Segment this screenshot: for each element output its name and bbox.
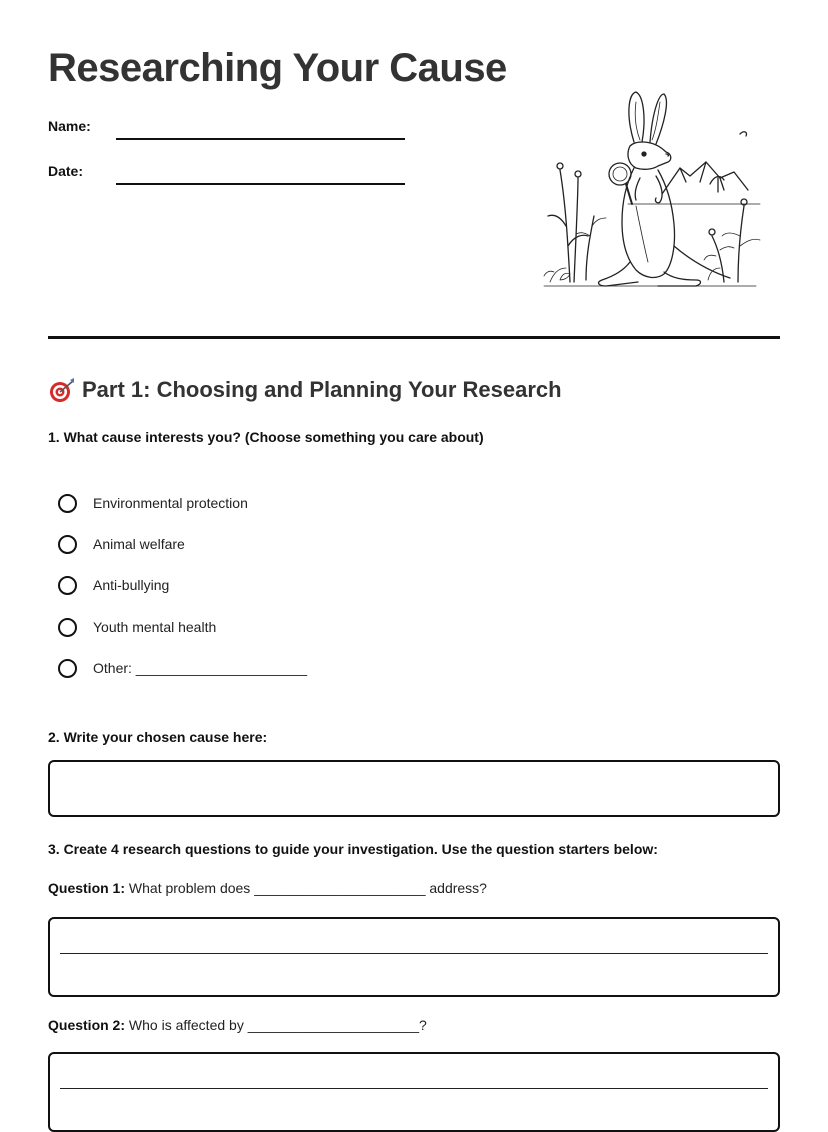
date-row — [48, 163, 408, 187]
question-2-prompt: 2. Write your chosen cause here: — [48, 729, 268, 745]
part1-title: Part 1: Choosing and Planning Your Research — [82, 377, 562, 402]
research-question-2 — [48, 1017, 427, 1033]
research-question-2-box[interactable] — [48, 1052, 780, 1132]
kangaroo-illustration — [530, 86, 770, 290]
question-label: Question 2: — [48, 1017, 126, 1033]
question-starter: What problem does ______________________ address? — [128, 880, 487, 896]
option-animal-welfare[interactable] — [58, 531, 185, 557]
option-label: Other: ______________________ — [93, 660, 308, 676]
question-label: Question 1: — [48, 880, 126, 896]
option-label: Environmental protection — [93, 495, 248, 511]
option-label: Youth mental health — [93, 619, 217, 635]
option-label: Animal welfare — [93, 536, 185, 552]
date-line[interactable] — [116, 183, 405, 185]
target-icon — [48, 376, 76, 404]
section-divider — [48, 336, 780, 339]
write-line — [60, 953, 768, 954]
research-question-1 — [48, 880, 487, 896]
name-label: Name: — [48, 118, 91, 134]
option-other[interactable] — [58, 655, 307, 681]
radio-button[interactable] — [58, 618, 77, 637]
part1-heading — [48, 374, 562, 406]
radio-button[interactable] — [58, 659, 77, 678]
write-line — [60, 1088, 768, 1089]
date-label: Date: — [48, 163, 84, 179]
option-environmental-protection[interactable] — [58, 490, 248, 516]
radio-button[interactable] — [58, 576, 77, 595]
question-3-prompt: 3. Create 4 research questions to guide your investigation. Use the question starters below: — [48, 841, 658, 857]
question-starter: Who is affected by ______________________? — [128, 1017, 427, 1033]
name-row — [48, 118, 408, 142]
option-label: Anti-bullying — [93, 577, 170, 593]
page-title: Researching Your Cause — [48, 46, 507, 90]
worksheet-page — [48, 0, 780, 1118]
option-youth-mental-health[interactable] — [58, 614, 216, 640]
research-question-1-box[interactable] — [48, 917, 780, 997]
option-anti-bullying[interactable] — [58, 572, 169, 598]
question-1-prompt: 1. What cause interests you? (Choose something you care about) — [48, 429, 484, 445]
chosen-cause-box[interactable] — [48, 760, 780, 817]
radio-button[interactable] — [58, 535, 77, 554]
radio-button[interactable] — [58, 494, 77, 513]
name-line[interactable] — [116, 138, 405, 140]
